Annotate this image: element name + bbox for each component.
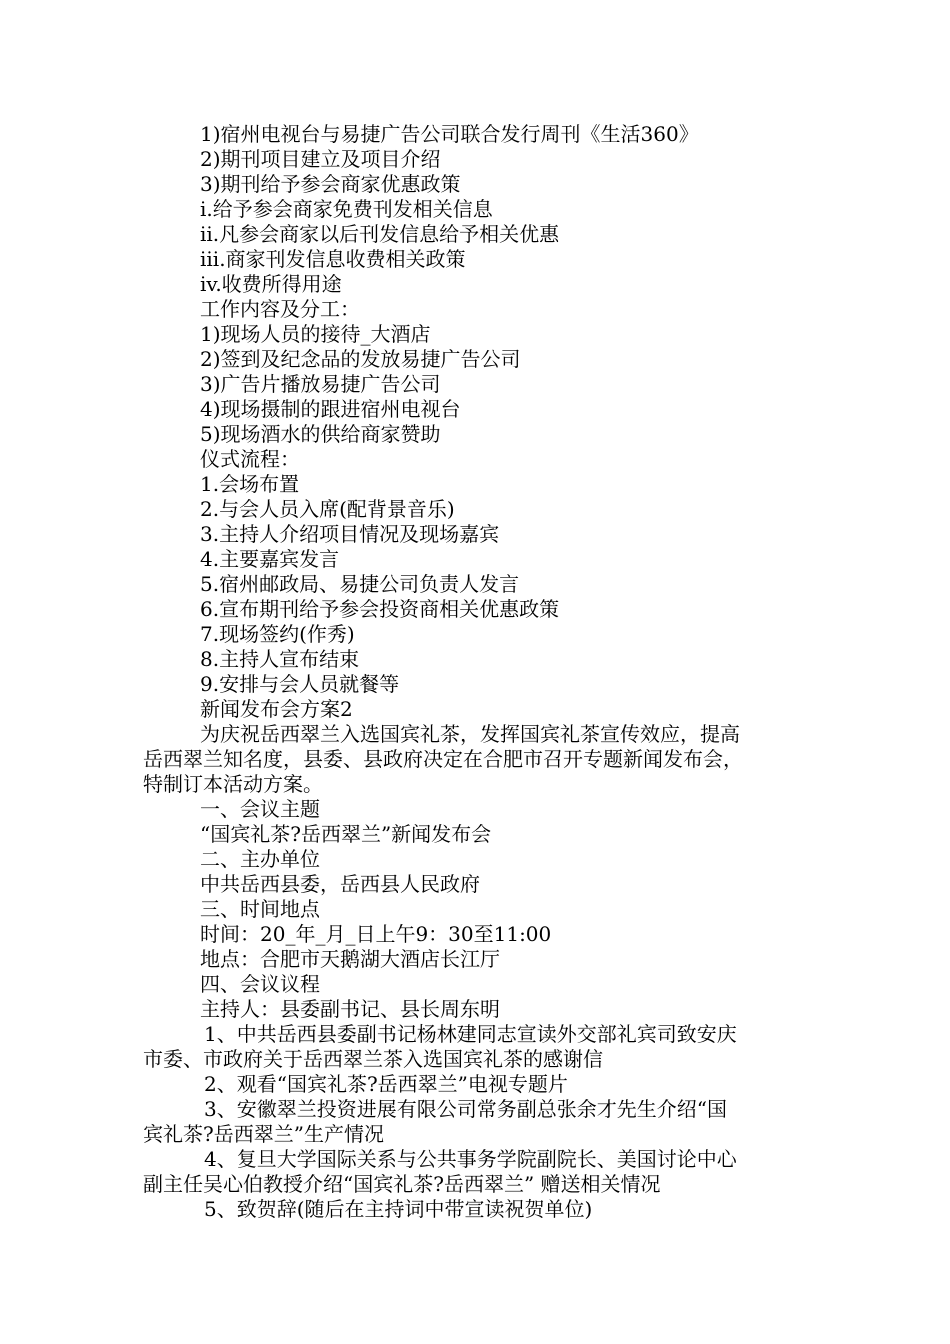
text-line: “国宾礼茶?岳西翠兰”新闻发布会	[200, 822, 492, 846]
paragraph-line: 市委、市政府关于岳西翠兰茶入选国宾礼茶的感谢信	[143, 1047, 603, 1071]
section-heading: 新闻发布会方案2	[200, 697, 353, 721]
section-heading: 工作内容及分工：	[200, 297, 360, 321]
text-line: ii.凡参会商家以后刊发信息给予相关优惠	[200, 222, 560, 246]
text-line: 3.主持人介绍项目情况及现场嘉宾	[200, 522, 500, 546]
document-body	[143, 122, 833, 1222]
text-line: 2)期刊项目建立及项目介绍	[200, 147, 441, 171]
text-line: 2、观看“国宾礼茶?岳西翠兰”电视专题片	[204, 1072, 568, 1096]
section-heading: 二、主办单位	[200, 847, 320, 871]
section-heading: 仪式流程：	[200, 447, 300, 471]
section-heading: 四、会议议程	[200, 972, 320, 996]
text-line: iv.收费所得用途	[200, 272, 342, 296]
text-line: 6.宣布期刊给予参会投资商相关优惠政策	[200, 597, 560, 621]
text-line: 1)现场人员的接待_大酒店	[200, 322, 431, 346]
text-line: 5.宿州邮政局、易捷公司负责人发言	[200, 572, 520, 596]
text-line: 3)广告片播放易捷广告公司	[200, 372, 441, 396]
text-line: 主持人：县委副书记、县长周东明	[200, 997, 500, 1021]
text-line: 时间：20_年_月_日上午9：30至11:00	[200, 922, 552, 946]
paragraph-line: 3、安徽翠兰投资进展有限公司常务副总张余才先生介绍“国	[204, 1097, 727, 1121]
paragraph-line: 特制订本活动方案。	[143, 772, 323, 796]
text-line: 2)签到及纪念品的发放易捷广告公司	[200, 347, 521, 371]
paragraph-line: 1、中共岳西县委副书记杨林建同志宣读外交部礼宾司致安庆	[204, 1022, 737, 1046]
text-line: 地点：合肥市天鹅湖大酒店长江厅	[200, 947, 500, 971]
text-line: i.给予参会商家免费刊发相关信息	[200, 197, 493, 221]
text-line: 2.与会人员入席(配背景音乐)	[200, 497, 455, 521]
text-line: 中共岳西县委，岳西县人民政府	[200, 872, 480, 896]
paragraph-line: 岳西翠兰知名度，县委、县政府决定在合肥市召开专题新闻发布会，	[143, 747, 743, 771]
text-line: 4)现场摄制的跟进宿州电视台	[200, 397, 461, 421]
text-line: 8.主持人宣布结束	[200, 647, 360, 671]
text-line: 4.主要嘉宾发言	[200, 547, 340, 571]
text-line: 1)宿州电视台与易捷广告公司联合发行周刊《生活360》	[200, 122, 699, 146]
text-line: 9.安排与会人员就餐等	[200, 672, 400, 696]
text-line: iii.商家刊发信息收费相关政策	[200, 247, 466, 271]
section-heading: 三、时间地点	[200, 897, 320, 921]
text-line: 3)期刊给予参会商家优惠政策	[200, 172, 461, 196]
text-line: 7.现场签约(作秀)	[200, 622, 355, 646]
text-line: 1.会场布置	[200, 472, 300, 496]
section-heading: 一、会议主题	[200, 797, 320, 821]
text-line: 5、致贺辞(随后在主持词中带宣读祝贺单位)	[204, 1197, 593, 1221]
text-line: 5)现场酒水的供给商家赞助	[200, 422, 441, 446]
paragraph-line: 宾礼茶?岳西翠兰”生产情况	[143, 1122, 384, 1146]
paragraph-line: 为庆祝岳西翠兰入选国宾礼茶，发挥国宾礼茶宣传效应，提高	[200, 722, 740, 746]
paragraph-line: 4、复旦大学国际关系与公共事务学院副院长、美国讨论中心	[204, 1147, 737, 1171]
paragraph-line: 副主任吴心伯教授介绍“国宾礼茶?岳西翠兰” 赠送相关情况	[143, 1172, 661, 1196]
